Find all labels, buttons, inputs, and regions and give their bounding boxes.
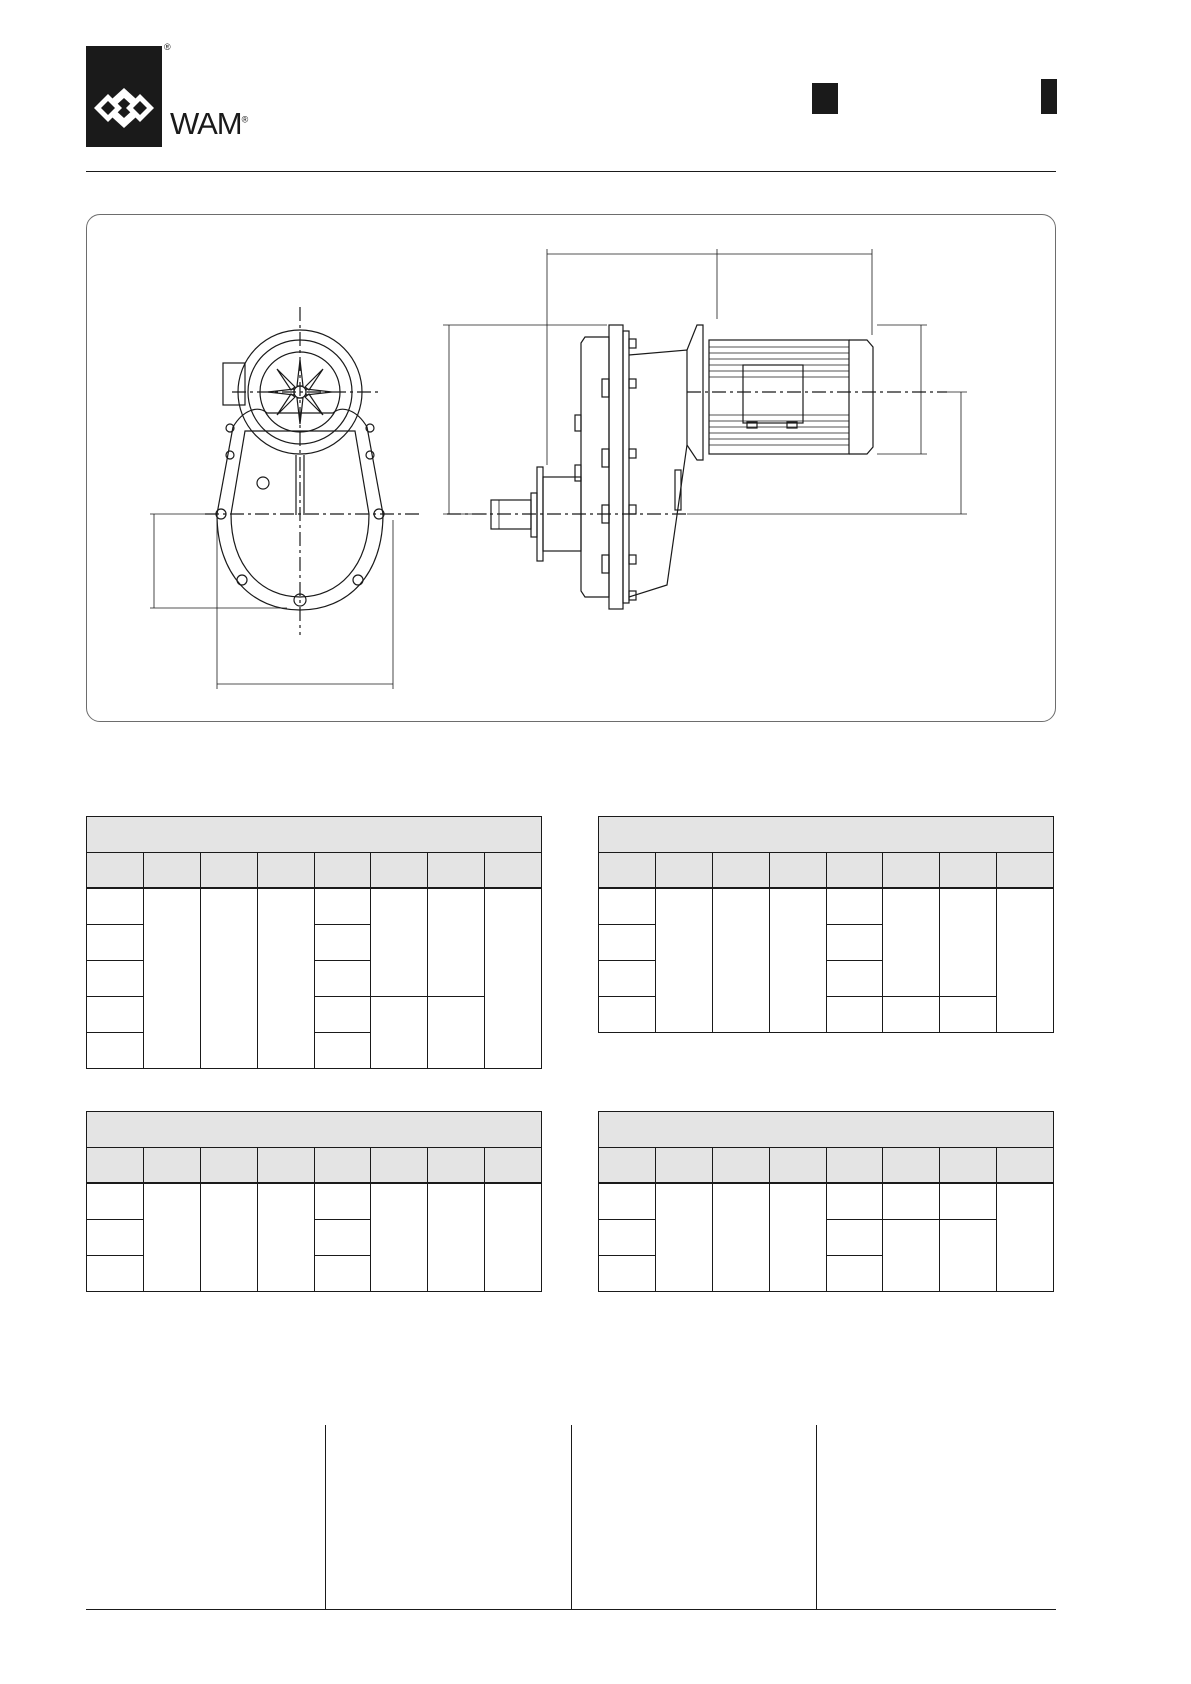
header-cell <box>769 853 826 889</box>
header-cell <box>200 1148 257 1184</box>
table-bottom-left <box>86 1111 542 1292</box>
header-cell <box>940 853 997 889</box>
page-edge-marker <box>1041 79 1057 114</box>
header-cell <box>485 853 542 889</box>
registered-mark: ® <box>164 42 171 52</box>
wam-logo-mark <box>86 46 162 147</box>
table-top-left <box>86 816 542 1069</box>
section-marker-square <box>812 83 838 114</box>
table-cell <box>200 888 257 1069</box>
header-cell <box>826 1148 883 1184</box>
table-cell <box>599 997 656 1033</box>
footer-rule <box>86 1609 1056 1610</box>
table-row <box>87 888 542 925</box>
header-cell <box>997 853 1054 889</box>
header-cell <box>257 1148 314 1184</box>
table-cell <box>940 1183 997 1220</box>
table-cell <box>599 888 656 925</box>
side-view <box>443 249 967 609</box>
table-cell <box>655 1183 712 1292</box>
header-cell <box>883 1148 940 1184</box>
table-cell <box>87 888 144 925</box>
table-cell <box>997 1183 1054 1292</box>
table-cell <box>826 997 883 1033</box>
table-cell <box>940 888 997 997</box>
table-header-row <box>87 1148 542 1184</box>
table-cell <box>314 1183 371 1220</box>
table-title-cell <box>87 817 542 853</box>
table-cell <box>371 1183 428 1292</box>
table-cell <box>257 1183 314 1292</box>
header-cell <box>428 1148 485 1184</box>
table-cell <box>314 1033 371 1069</box>
header-cell <box>599 853 656 889</box>
table-row <box>87 1183 542 1220</box>
table-header-row <box>599 853 1054 889</box>
table-cell <box>655 888 712 1033</box>
header-cell <box>599 1148 656 1184</box>
table-cell <box>599 1183 656 1220</box>
table-cell <box>314 1220 371 1256</box>
front-view <box>150 307 421 689</box>
table-cell <box>940 1220 997 1292</box>
header-cell <box>997 1148 1054 1184</box>
table-cell <box>87 997 144 1033</box>
header-cell <box>712 853 769 889</box>
table-bottom-right <box>598 1111 1054 1292</box>
table-cell <box>314 888 371 925</box>
header-cell <box>143 1148 200 1184</box>
footer-column-divider <box>816 1425 817 1609</box>
table-cell <box>485 888 542 1069</box>
table-cell <box>314 997 371 1033</box>
table-title-cell <box>599 817 1054 853</box>
header-cell <box>769 1148 826 1184</box>
header-cell <box>314 1148 371 1184</box>
table-header-row <box>87 853 542 889</box>
table-cell <box>599 1220 656 1256</box>
table-cell <box>769 1183 826 1292</box>
header-cell <box>87 1148 144 1184</box>
table-cell <box>314 925 371 961</box>
table-cell <box>428 1183 485 1292</box>
table-cell <box>997 888 1054 1033</box>
table-cell <box>826 1256 883 1292</box>
table-cell <box>826 1220 883 1256</box>
header-cell <box>200 853 257 889</box>
gearbox-drawing <box>87 215 1055 721</box>
table-title-cell <box>599 1112 1054 1148</box>
table-cell <box>712 1183 769 1292</box>
wam-logo-text: WAM® <box>170 106 248 141</box>
table-cell <box>940 997 997 1033</box>
header-cell <box>883 853 940 889</box>
header-cell <box>485 1148 542 1184</box>
motor-cooling-fins <box>709 347 849 445</box>
table-cell <box>599 1256 656 1292</box>
table-title-cell <box>87 1112 542 1148</box>
header-cell <box>371 1148 428 1184</box>
header-cell <box>371 853 428 889</box>
table-cell <box>599 961 656 997</box>
table-cell <box>87 1220 144 1256</box>
table-title-row <box>87 1112 542 1148</box>
table-cell <box>87 1256 144 1292</box>
table-title-row <box>599 1112 1054 1148</box>
housing-bolts <box>575 339 636 600</box>
header-cell <box>655 1148 712 1184</box>
table-cell <box>371 997 428 1069</box>
table-cell <box>314 1256 371 1292</box>
table-top-right <box>598 816 1054 1033</box>
table-title-row <box>599 817 1054 853</box>
header-cell <box>428 853 485 889</box>
table-cell <box>87 1183 144 1220</box>
table-cell <box>769 888 826 1033</box>
table-cell <box>87 925 144 961</box>
table-cell <box>87 1033 144 1069</box>
header-cell <box>257 853 314 889</box>
table-cell <box>314 961 371 997</box>
table-cell <box>883 1183 940 1220</box>
drawing-frame <box>86 214 1056 722</box>
header-cell <box>940 1148 997 1184</box>
table-cell <box>712 888 769 1033</box>
table-row <box>599 888 1054 925</box>
table-cell <box>826 961 883 997</box>
header-rule <box>86 171 1056 172</box>
table-cell <box>428 888 485 997</box>
table-cell <box>883 997 940 1033</box>
table-cell <box>200 1183 257 1292</box>
table-title-row <box>87 817 542 853</box>
table-row <box>599 1183 1054 1220</box>
header-cell <box>712 1148 769 1184</box>
header-cell <box>314 853 371 889</box>
table-cell <box>428 997 485 1069</box>
header-cell <box>826 853 883 889</box>
table-cell <box>826 888 883 925</box>
table-cell <box>826 925 883 961</box>
table-header-row <box>599 1148 1054 1184</box>
table-cell <box>143 888 200 1069</box>
header-cell <box>143 853 200 889</box>
table-cell <box>143 1183 200 1292</box>
footer-column-divider <box>325 1425 326 1609</box>
table-cell <box>257 888 314 1069</box>
table-cell <box>883 888 940 997</box>
table-cell <box>485 1183 542 1292</box>
table-cell <box>826 1183 883 1220</box>
table-cell <box>87 961 144 997</box>
table-cell <box>599 925 656 961</box>
header-cell <box>87 853 144 889</box>
footer-column-divider <box>571 1425 572 1609</box>
table-cell <box>371 888 428 997</box>
table-cell <box>883 1220 940 1292</box>
header-cell <box>655 853 712 889</box>
